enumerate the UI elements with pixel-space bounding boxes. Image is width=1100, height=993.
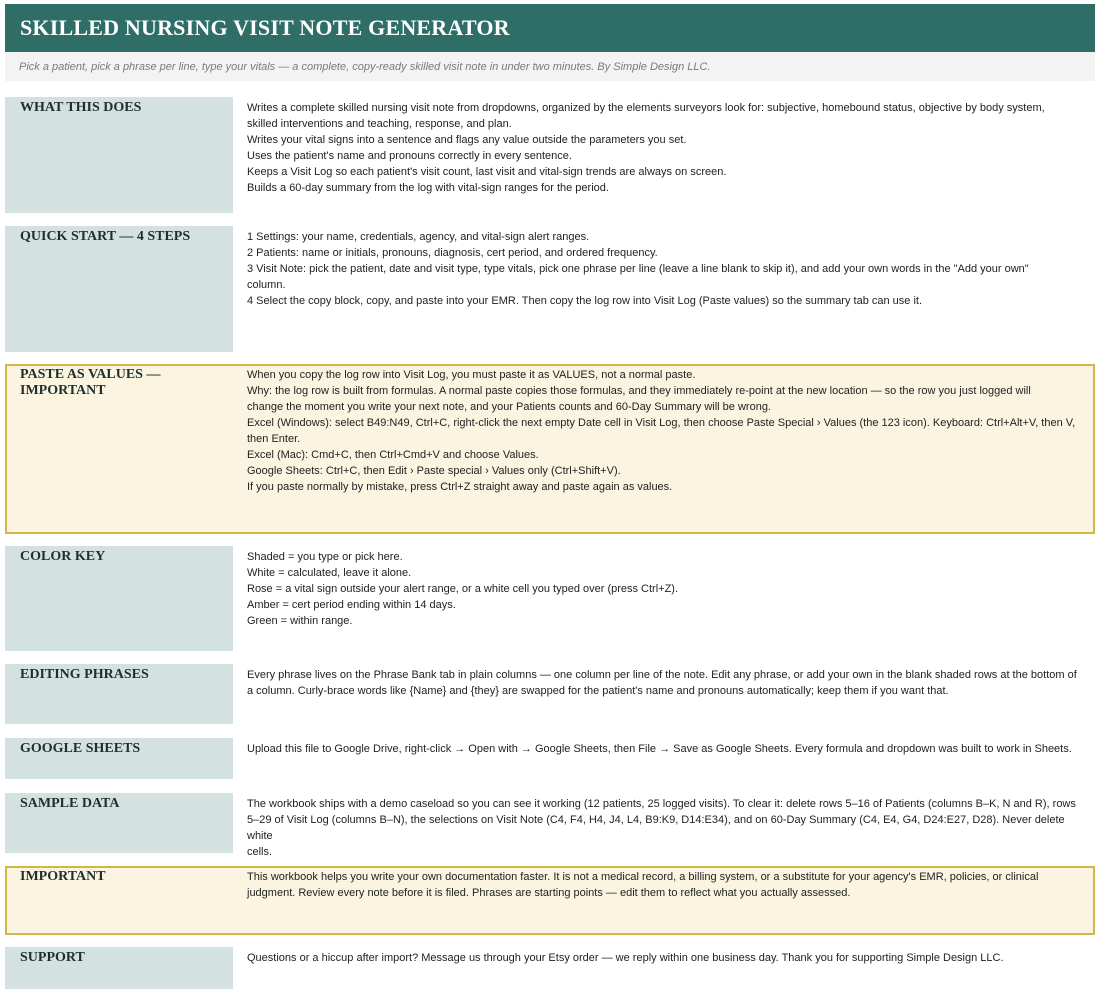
section-line: Green = within range. [247,615,353,627]
section-quick-start [5,226,1095,352]
section-label-cell [5,947,233,989]
section-color-key [5,546,1095,651]
section-line: column. [247,279,286,291]
section-body [247,869,1089,901]
section-line: Excel (Mac): Cmd+C, then Ctrl+Cmd+V and choose Values. [247,449,539,461]
section-line: skilled interventions and teaching, response, and plan. [247,118,512,130]
section-line: then Enter. [247,433,301,445]
section-line: This workbook helps you write your own documentation faster. It is not a medical record, a billing system, or a substitute for your agency's EMR, policies, or clinical [247,871,1039,883]
section-support [5,947,1095,989]
title-bar [5,4,1095,52]
section-body [247,549,1091,629]
section-line: Upload this file to Google Drive, right-click → Open with → Google Sheets, then File → Save as Google Sheets. Every formula and dropdown was built to work in Sheets. [247,743,1072,755]
section-body [247,667,1091,699]
section-sample-data [5,793,1095,858]
section-editing-phrases [5,664,1095,724]
section-line: Excel (Windows): select B49:N49, Ctrl+C, right-click the next empty Date cell in Visit Log, then choose Paste Special › Values (the 123 icon). Keyboard: Ctrl+Alt+V, then V, [247,417,1076,429]
section-label-cell [7,868,235,933]
section-label: SAMPLE DATA [20,796,120,811]
section-line: Google Sheets: Ctrl+C, then Edit › Paste special › Values only (Ctrl+Shift+V). [247,465,621,477]
section-line: Rose = a vital sign outside your alert range, or a white cell you typed over (press Ctrl+Z). [247,583,679,595]
section-label-cell [5,97,233,213]
section-label: QUICK START — 4 STEPS [20,229,191,244]
section-line: change the moment you write your next note, and your Patients counts and 60-Day Summary will be wrong. [247,401,771,413]
section-label: PASTE AS VALUES — IMPORTANT [20,367,161,398]
section-label-cell [5,738,233,779]
section-line: Questions or a hiccup after import? Message us through your Etsy order — we reply within one business day. Thank you for supporting Simple Design LLC. [247,952,1004,964]
section-body [247,950,1091,966]
section-body [247,741,1091,757]
section-line: cells. [247,846,273,858]
section-paste-as-values [5,364,1095,534]
section-line: Keeps a Visit Log so each patient's visit count, last visit and vital-sign trends are always on screen. [247,166,727,178]
section-important [5,866,1095,935]
section-line: Shaded = you type or pick here. [247,551,403,563]
section-label-cell [5,664,233,724]
section-line: When you copy the log row into Visit Log, you must paste it as VALUES, not a normal paste. [247,369,696,381]
section-line: The workbook ships with a demo caseload so you can see it working (12 patients, 25 logged visits). To clear it: delete rows 5–16 of Patients (columns B–K, N and R), rows [247,798,1076,810]
section-label: SUPPORT [20,950,85,965]
section-line: Every phrase lives on the Phrase Bank tab in plain columns — one column per line of the note. Edit any phrase, or add your own in the blank shaded rows at the bottom of [247,669,1077,681]
section-line: Uses the patient's name and pronouns correctly in every sentence. [247,150,572,162]
section-label: WHAT THIS DOES [20,100,142,115]
section-body [247,367,1089,495]
section-line: Amber = cert period ending within 14 days. [247,599,456,611]
section-line: 1 Settings: your name, credentials, agency, and vital-sign alert ranges. [247,231,590,243]
section-line: 5–29 of Visit Log (columns B–N), the selections on Visit Note (C4, F4, H4, J4, L4, B9:K9, D14:E34), and on 60-Day Summary (C4, E4, G4, D24:E27, D28). Never delete white [247,814,1065,842]
section-line: Writes your vital signs into a sentence and flags any value outside the parameters you set. [247,134,687,146]
section-line: a column. Curly-brace words like {Name} and {they} are swapped for the patient's name and pronouns automatically; keep them if you want that. [247,685,949,697]
section-label-cell [7,366,235,532]
section-label-cell [5,226,233,352]
page-subtitle: Pick a patient, pick a phrase per line, type your vitals — a complete, copy-ready skilled visit note in under two minutes. By Simple Design LLC. [19,60,711,73]
subtitle-bar [5,52,1095,81]
section-line: 2 Patients: name or initials, pronouns, diagnosis, cert period, and ordered frequency. [247,247,658,259]
section-line: 3 Visit Note: pick the patient, date and visit type, type vitals, pick one phrase per line (leave a line blank to skip it), and add your own words in the "Add your own" [247,263,1029,275]
section-google-sheets [5,738,1095,779]
section-body [247,229,1091,309]
section-what-this-does [5,97,1095,213]
section-body [247,796,1091,860]
section-label: GOOGLE SHEETS [20,741,141,756]
section-body [247,100,1091,196]
section-line: Builds a 60-day summary from the log with vital-sign ranges for the period. [247,182,609,194]
section-label: EDITING PHRASES [20,667,149,682]
section-label-cell [5,793,233,853]
section-line: White = calculated, leave it alone. [247,567,412,579]
section-label-cell [5,546,233,651]
section-line: Why: the log row is built from formulas. A normal paste copies those formulas, and they immediately re-point at the new location — so the row you just logged will [247,385,1031,397]
section-line: 4 Select the copy block, copy, and paste into your EMR. Then copy the log row into Visit Log (Paste values) so the summary tab can use it. [247,295,923,307]
section-line: Writes a complete skilled nursing visit note from dropdowns, organized by the elements surveyors look for: subjective, homebound status, objective by body system, [247,102,1045,114]
section-label: IMPORTANT [20,869,106,884]
section-label: COLOR KEY [20,549,106,564]
section-line: judgment. Review every note before it is filed. Phrases are starting points — edit them to reflect what you actually assessed. [247,887,851,899]
page-title: SKILLED NURSING VISIT NOTE GENERATOR [20,15,510,40]
section-line: If you paste normally by mistake, press Ctrl+Z straight away and paste again as values. [247,481,673,493]
